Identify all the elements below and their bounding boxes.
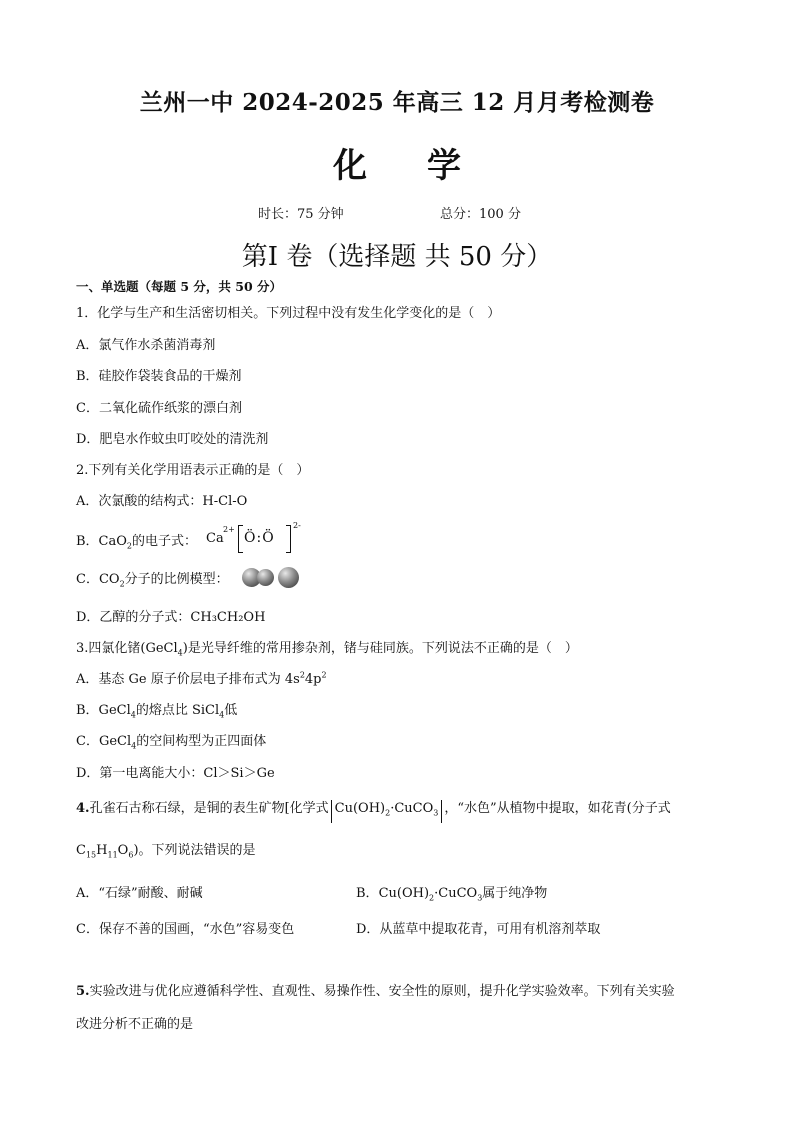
q1-option-d: D．肥皂水作蚊虫叮咬处的清洗剂: [76, 432, 269, 447]
section-heading: 一、单选题（每题 5 分，共 50 分）: [76, 279, 283, 294]
lewis-right-bracket: [286, 525, 291, 553]
oxygen-atom-right: [278, 567, 299, 588]
q3-stem: 3.四氯化锗(GeCl$_4$)是光导纤维的常用掺杂剂，锗与硅同族。下列说法不正确的是（ ）: [76, 641, 578, 658]
q2-option-a: A．次氯酸的结构式：H-Cl-O: [76, 494, 248, 509]
q1-option-a: A．氯气作水杀菌消毒剂: [76, 338, 216, 353]
q3-option-a: A．基态 Ge 原子价层电子排布式为 $4s^24p^2$: [76, 670, 327, 687]
q5-stem-line1: 5.实验改进与优化应遵循科学性、直观性、易操作性、安全性的原则，提升化学实验效率。下列有关实验: [76, 984, 675, 999]
q2-option-b: B．CaO$_2$的电子式：: [76, 534, 198, 551]
q2-option-c: C．$CO_2$分子的比例模型：: [76, 572, 229, 589]
q2-stem: 2.下列有关化学用语表示正确的是（ ）: [76, 463, 310, 478]
q1-option-c: C．二氧化硫作纸浆的漂白剂: [76, 401, 242, 416]
q4-stem-line1: 4.孔雀石古称石绿，是铜的表生矿物[化学式 $Cu(OH)_2\cdot CuCO_3$ ，“水色”从植物中提取，如花青(分子式: [76, 797, 671, 823]
q3-option-b: B．GeCl$_4$的熔点比 SiCl$_4$低: [76, 703, 238, 720]
lewis-left-bracket: [238, 525, 243, 553]
subject-char-2: 学: [427, 146, 461, 186]
part-heading: 第Ⅰ 卷（选择题 共 50 分）: [241, 242, 553, 272]
exam-total-score: 总分：100 分: [440, 207, 521, 222]
q1-option-b: B．硅胶作袋装食品的干燥剂: [76, 369, 242, 384]
q2-option-d: D．乙醇的分子式：CH₃CH₂OH: [76, 610, 266, 625]
co2-space-filling-model: [242, 565, 304, 589]
q4-formula-bracket: $Cu(OH)_2\cdot CuCO_3$: [331, 800, 443, 823]
exam-title: 兰州一中 2024-2025 年高三 12 月月考检测卷: [139, 89, 655, 116]
exam-duration: 时长：75 分钟: [258, 207, 344, 222]
q4-option-c: C．保存不善的国画，“水色”容易变色: [76, 922, 295, 937]
q4-stem-line2: $C_{15}H_{11}O_6$)。下列说法错误的是: [76, 843, 256, 860]
q1-stem: 1．化学与生产和生活密切相关。下列过程中没有发生化学变化的是（ ）: [76, 306, 501, 321]
subject-heading: [0, 138, 794, 187]
q4-option-a: A．“石绿”耐酸、耐碱: [76, 886, 203, 901]
q5-stem-line2: 改进分析不正确的是: [76, 1017, 194, 1032]
q4-option-b: B．$Cu(OH)_2\cdot CuCO_3$属于纯净物: [356, 886, 548, 903]
carbon-atom: [257, 569, 274, 586]
q4-option-d: D．从蓝草中提取花青，可用有机溶剂萃取: [356, 922, 601, 937]
q3-option-c: C．GeCl$_4$的空间构型为正四面体: [76, 734, 267, 751]
q3-option-d: D．第一电离能大小：Cl＞Si＞Ge: [76, 766, 275, 781]
subject-char-1: 化: [333, 146, 367, 186]
